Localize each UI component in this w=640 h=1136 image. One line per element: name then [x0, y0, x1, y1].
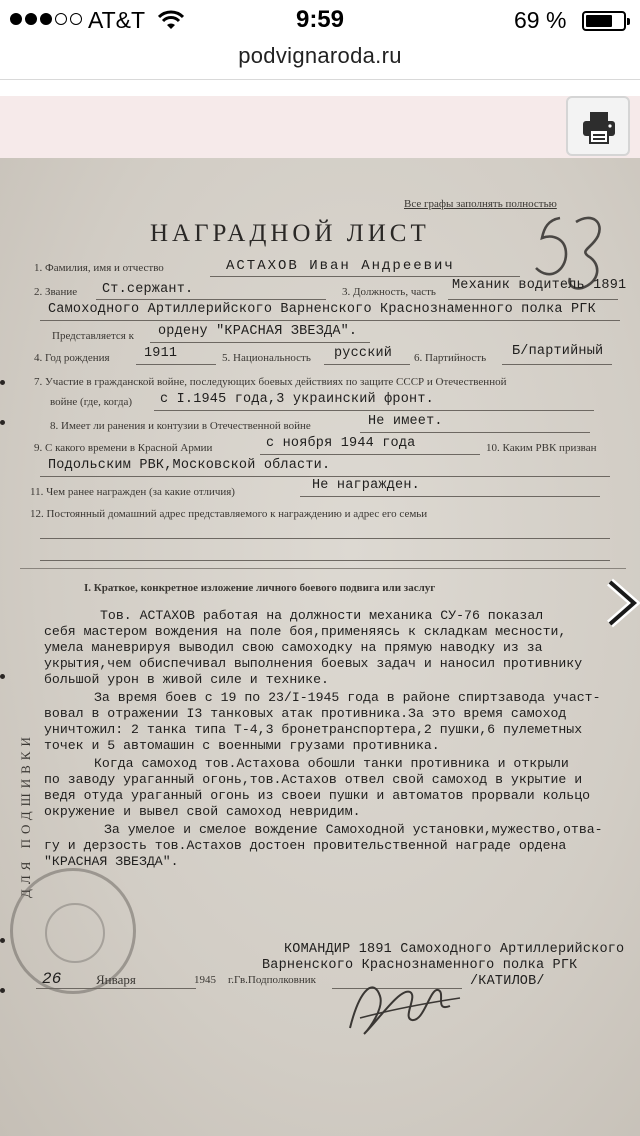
carrier-name: AT&T — [88, 7, 146, 33]
field-12-label: 12. Постоянный домашний адрес представляемого к награждению и адрес его семьи — [30, 508, 428, 520]
field-7-label: 7. Участие в гражданской войне, последующих боевых действиях по защите СССР и Отечественной — [34, 376, 507, 388]
url-text[interactable]: podvignaroda.ru — [238, 43, 402, 68]
document-scan — [0, 158, 640, 1136]
field-10-value: Подольским РВК,Московской области. — [48, 458, 331, 473]
printer-icon — [581, 109, 617, 145]
field-6-value: Б/партийный — [512, 344, 604, 359]
body-line: большой урон в живой силе и технике. — [44, 672, 329, 687]
address-bar[interactable] — [0, 40, 640, 80]
body-line: умела маневрируя выводил свою самоходку на прямую наводку из за — [44, 640, 543, 655]
handwritten-number — [592, 218, 593, 219]
body-line: Когда самоход тов.Астахова обошли танки противника и открыли — [94, 756, 569, 771]
field-2-value: Ст.сержант. — [102, 282, 194, 297]
battery-icon — [582, 11, 626, 31]
status-bar — [0, 0, 640, 40]
body-line: Тов. АСТАХОВ работая на должности механика СУ-76 показал — [100, 608, 544, 623]
field-7-value: с I.1945 года,3 украинский фронт. — [160, 392, 434, 407]
document-title: НАГРАДНОЙ ЛИСТ — [150, 220, 430, 247]
body-line: "КРАСНАЯ ЗВЕЗДА". — [44, 854, 179, 869]
field-3-continued: Самоходного Артиллерийского Варненского Краснознаменного полка РГК — [48, 302, 596, 317]
field-8-label: 8. Имеет ли ранения и контузии в Отечественной войне — [50, 420, 311, 432]
battery-percentage: 69 % — [514, 7, 567, 33]
next-page-arrow-icon[interactable] — [600, 578, 640, 628]
body-line: ведя отуда ураганный огонь из своеи пушки и автоматов прорвали кольцо — [44, 788, 591, 803]
signature-line-2: Варненского Краснознаменного полка РГК — [262, 958, 578, 973]
signature-rank: г.Гв.Подполковник — [228, 974, 316, 986]
presented-label: Представляется к — [52, 330, 134, 342]
field-11-value: Не награжден. — [312, 478, 420, 493]
signature-date-month: Января — [96, 972, 136, 987]
page-toolbar — [0, 96, 640, 158]
body-line: За умелое и смелое вождение Самоходной установки,мужество,отва- — [104, 822, 603, 837]
body-line: по заводу ураганный огонь,тов.Астахов отвел свой самоход в укрытие и — [44, 772, 583, 787]
field-11-label: 11. Чем ранее награжден (за какие отличия) — [30, 486, 235, 498]
field-8-value: Не имеет. — [368, 414, 443, 429]
field-3-label: 3. Должность, часть — [342, 286, 436, 298]
body-line: вовал в отражении I3 танковых атак противника.За это время самоход — [44, 706, 567, 721]
field-5-value: русский — [334, 346, 393, 361]
field-5-label: 5. Национальность — [222, 352, 311, 364]
field-10-label: 10. Каким РВК призван — [486, 442, 597, 454]
signature-line-1: КОМАНДИР 1891 Самоходного Артиллерийского — [284, 942, 625, 957]
handwritten-signature — [340, 958, 470, 1048]
body-line: точек и 5 автомашин с военными грузами противника. — [44, 738, 440, 753]
section-heading: I. Краткое, конкретное изложение личного боевого подвига или заслуг — [84, 582, 436, 594]
body-line: гу и дерзость тов.Астахов достоен провительственной награде ордена — [44, 838, 567, 853]
field-9-label: 9. С какого времени в Красной Армии — [34, 442, 213, 454]
print-button[interactable] — [566, 96, 630, 156]
presented-value: ордену "КРАСНАЯ ЗВЕЗДА". — [158, 324, 358, 339]
field-6-label: 6. Партийность — [414, 352, 487, 364]
note-top: Все графы заполнять полностью — [404, 198, 557, 210]
body-line: себя мастером вождения на поле боя,применяясь к складкам месности, — [44, 624, 567, 639]
body-line: За время боев с 19 по 23/I-1945 года в районе спиртзавода участ- — [94, 690, 601, 705]
body-line: окружение и вывел свой самоход невридим. — [44, 804, 361, 819]
signature-date-year: 1945 — [194, 974, 216, 986]
body-line: укрытия,чем обиспечивал выполнения боевых задач и наносил противнику — [44, 656, 583, 671]
field-9-value: с ноября 1944 года — [266, 436, 416, 451]
field-1-label: 1. Фамилия, имя и отчество — [34, 262, 164, 274]
field-4-value: 1911 — [144, 346, 178, 361]
clock: 9:59 — [295, 6, 345, 33]
field-3-value: Механик водитель 1891 — [452, 278, 627, 293]
field-2-label: 2. Звание — [34, 286, 78, 298]
signature-name: /КАТИЛОВ/ — [470, 974, 545, 989]
signature-date-day: 26 — [42, 970, 62, 988]
field-7-label-2: войне (где, когда) — [50, 396, 133, 408]
body-line: уничтожил: 2 танка типа Т-4,3 бронетранспортера,2 пушки,6 пулеметных — [44, 722, 583, 737]
field-1-value: АСТАХОВ Иван Андреевич — [226, 258, 455, 274]
field-4-label: 4. Год рождения — [34, 352, 110, 364]
side-label: ДЛЯ ПОДШИВКИ — [18, 732, 33, 898]
